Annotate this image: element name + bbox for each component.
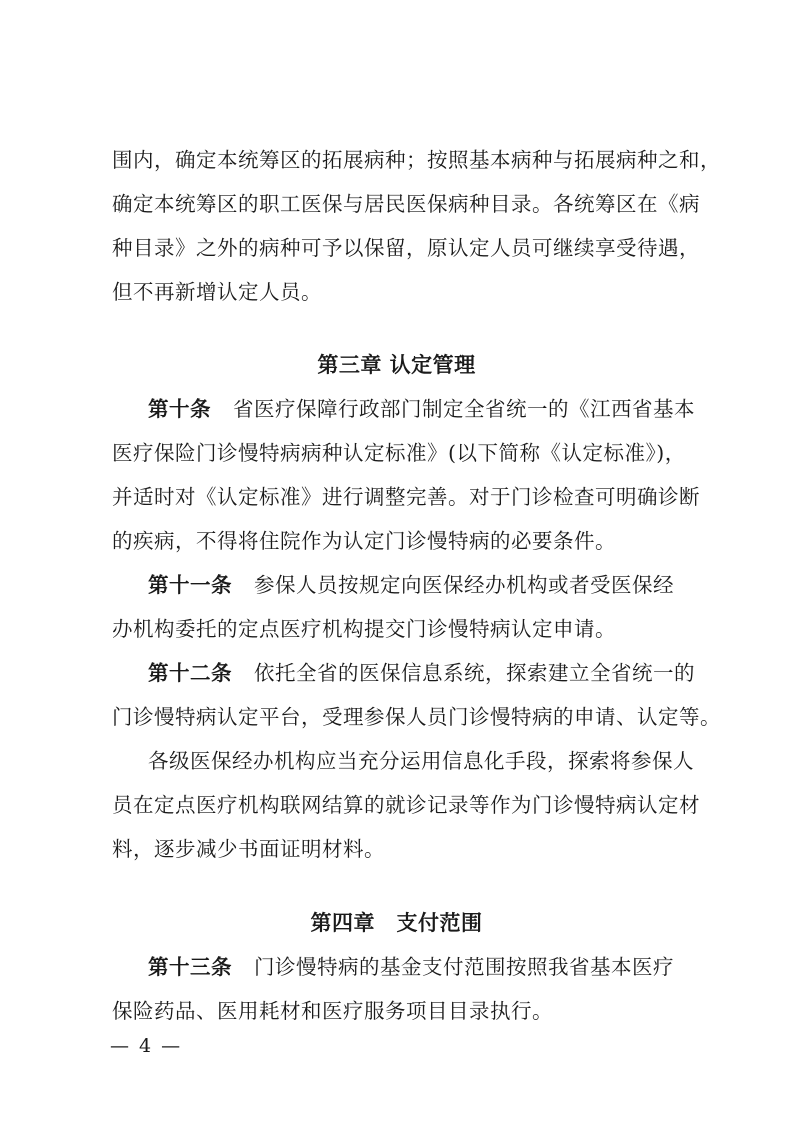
text-line: 医疗保险门诊慢特病病种认定标准》(以下简称《认定标准》)， — [112, 441, 686, 465]
article-text: 参保人员按规定向医保经办机构或者受医保经 — [254, 573, 674, 597]
article-first-line — [148, 952, 712, 982]
text-line: 员在定点医疗机构联网结算的就诊记录等作为门诊慢特病认定材 — [112, 793, 700, 817]
text-line: 种目录》之外的病种可予以保留，原认定人员可继续享受待遇， — [112, 236, 700, 260]
text-line: 的疾病，不得将住院作为认定门诊慢特病的必要条件。 — [112, 529, 616, 553]
text-line: 办机构委托的定点医疗机构提交门诊慢特病认定申请。 — [112, 617, 616, 641]
page-number: — 4 — — [110, 1035, 183, 1057]
article-text: 依托全省的医保信息系统，探索建立全省统一的 — [254, 661, 695, 685]
chapter-heading: 第三章 认定管理 — [317, 353, 476, 377]
article-first-line — [148, 658, 712, 688]
article-title: 第十二条 — [148, 661, 232, 685]
text-line: 门诊慢特病认定平台，受理参保人员门诊慢特病的申请、认定等。 — [112, 705, 721, 729]
text-line: 但不再新增认定人员。 — [112, 280, 322, 304]
article-title: 第十条 — [148, 397, 211, 421]
article-first-line — [148, 394, 712, 424]
article-first-line — [148, 570, 712, 600]
paragraph-first-line: 各级医保经办机构应当充分运用信息化手段，探索将参保人 — [148, 749, 694, 773]
text-line: 围内，确定本统筹区的拓展病种；按照基本病种与拓展病种之和， — [112, 148, 721, 172]
article-text: 门诊慢特病的基金支付范围按照我省基本医疗 — [254, 955, 674, 979]
text-line: 保险药品、医用耗材和医疗服务项目目录执行。 — [112, 999, 553, 1023]
article-title: 第十一条 — [148, 573, 232, 597]
article-text: 省医疗保障行政部门制定全省统一的《江西省基本 — [233, 397, 695, 421]
text-line: 并适时对《认定标准》进行调整完善。对于门诊检查可明确诊断 — [112, 485, 700, 509]
chapter-heading: 第四章 支付范围 — [310, 911, 483, 935]
article-title: 第十三条 — [148, 955, 232, 979]
text-line: 确定本统筹区的职工医保与居民医保病种目录。各统筹区在《病 — [112, 192, 700, 216]
text-line: 料，逐步减少书面证明材料。 — [112, 837, 385, 861]
